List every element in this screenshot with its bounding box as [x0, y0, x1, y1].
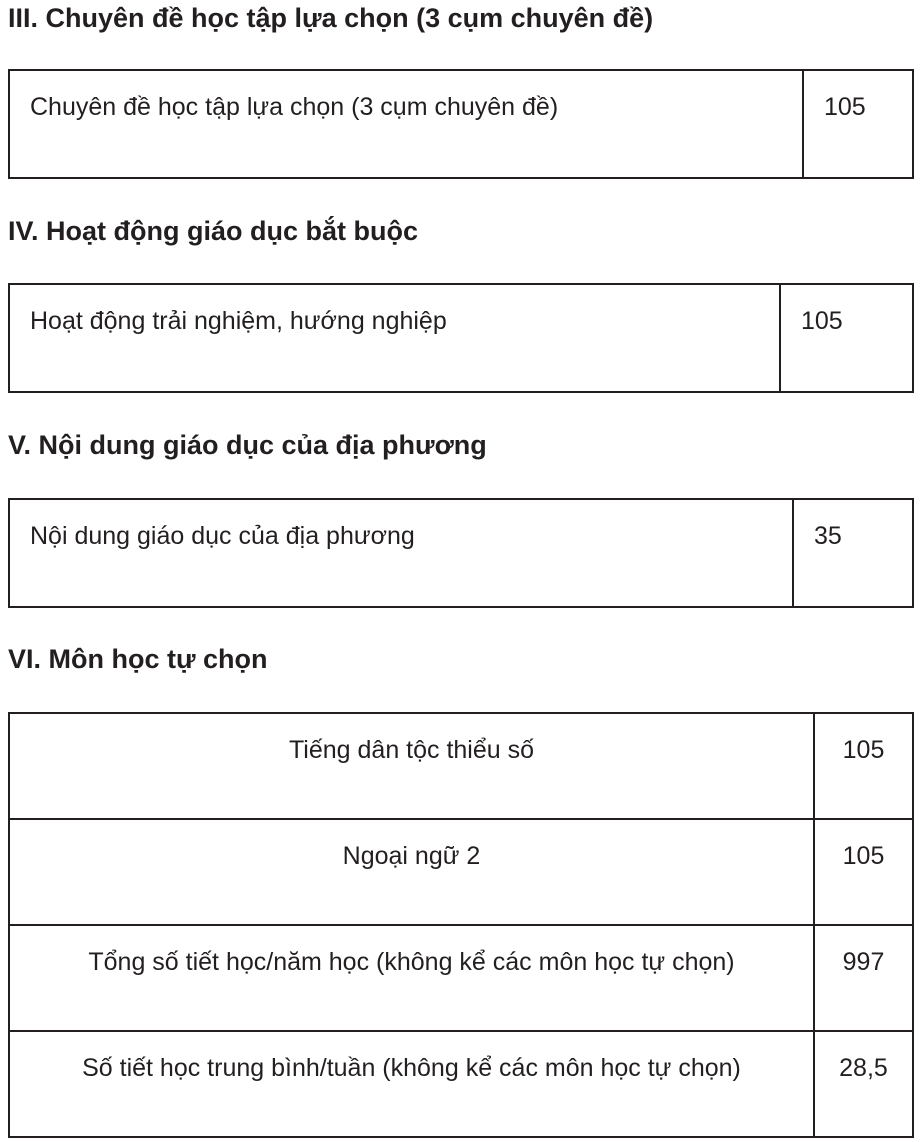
row-value: 28,5 [814, 1031, 913, 1137]
table-row [9, 499, 913, 607]
row-label: Nội dung giáo dục của địa phương [9, 499, 793, 607]
row-label: Chuyên đề học tập lựa chọn (3 cụm chuyên đề) [9, 70, 803, 178]
section-iv-table [8, 283, 914, 393]
row-value: 105 [803, 70, 913, 178]
row-value: 105 [814, 713, 913, 819]
table-row [9, 925, 913, 1031]
row-label: Số tiết học trung bình/tuần (không kể các môn học tự chọn) [9, 1031, 814, 1137]
section-heading-iii: III. Chuyên đề học tập lựa chọn (3 cụm chuyên đề) [8, 3, 654, 33]
row-value: 105 [780, 284, 913, 392]
section-heading-vi: VI. Môn học tự chọn [8, 644, 268, 674]
row-label: Tiếng dân tộc thiểu số [9, 713, 814, 819]
row-value: 105 [814, 819, 913, 925]
row-label: Hoạt động trải nghiệm, hướng nghiệp [9, 284, 780, 392]
section-iii-table [8, 69, 914, 179]
row-label: Ngoại ngữ 2 [9, 819, 814, 925]
table-row [9, 70, 913, 178]
table-row [9, 284, 913, 392]
table-row [9, 1031, 913, 1137]
section-vi-table [8, 712, 914, 1138]
section-heading-v: V. Nội dung giáo dục của địa phương [8, 430, 487, 460]
row-label: Tổng số tiết học/năm học (không kể các môn học tự chọn) [9, 925, 814, 1031]
row-value: 35 [793, 499, 913, 607]
section-v-table [8, 498, 914, 608]
table-row [9, 819, 913, 925]
table-row [9, 713, 913, 819]
section-heading-iv: IV. Hoạt động giáo dục bắt buộc [8, 216, 419, 246]
row-value: 997 [814, 925, 913, 1031]
